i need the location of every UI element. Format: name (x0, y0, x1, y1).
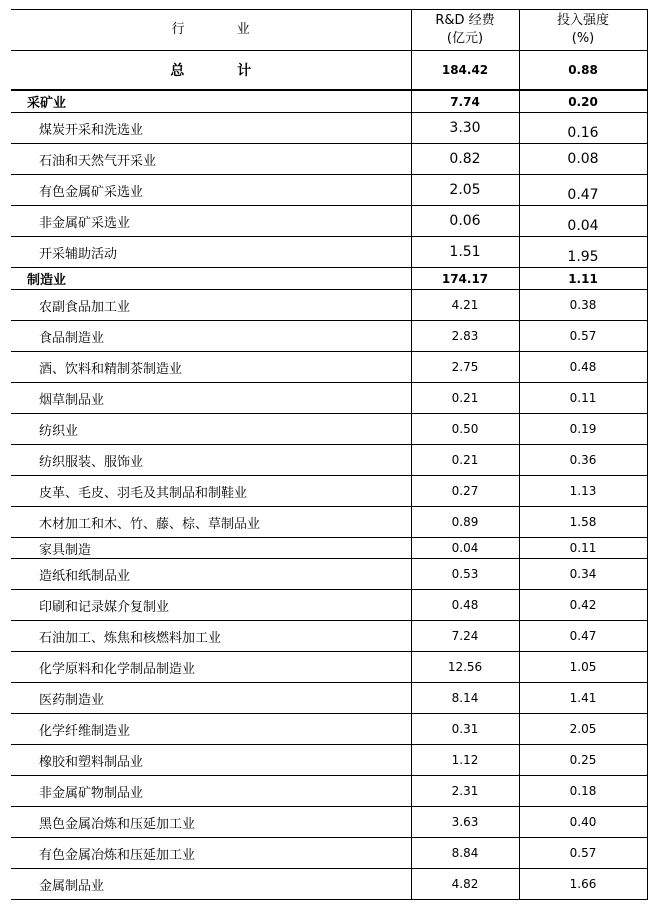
intensity-value: 0.34 (519, 559, 647, 590)
industry-name: 橡胶和塑料制品业 (11, 745, 411, 776)
table-row (11, 175, 647, 206)
intensity-value: 0.57 (519, 838, 647, 869)
section-row-manufacturing (11, 268, 647, 290)
rd-value: 0.04 (411, 538, 519, 559)
intensity-value: 1.58 (519, 507, 647, 538)
table-row (11, 321, 647, 352)
intensity-value: 0.04 (519, 206, 647, 237)
industry-name: 化学原料和化学制品制造业 (11, 652, 411, 683)
rd-value: 7.24 (411, 621, 519, 652)
rd-value: 0.06 (411, 206, 519, 237)
rd-value: 12.56 (411, 652, 519, 683)
total-row (11, 51, 647, 91)
rd-value: 2.75 (411, 352, 519, 383)
rd-value: 0.82 (411, 144, 519, 175)
industry-name: 纺织业 (11, 414, 411, 445)
rd-value: 0.21 (411, 383, 519, 414)
intensity-value: 0.48 (519, 352, 647, 383)
table-row (11, 807, 647, 838)
table-row (11, 144, 647, 175)
section-intensity: 1.11 (519, 268, 647, 290)
intensity-value: 0.18 (519, 776, 647, 807)
table-row (11, 538, 647, 559)
total-rd: 184.42 (411, 51, 519, 91)
rd-value: 3.30 (411, 113, 519, 144)
industry-name: 黑色金属冶炼和压延加工业 (11, 807, 411, 838)
section-intensity: 0.20 (519, 90, 647, 113)
table-row (11, 352, 647, 383)
industry-name: 农副食品加工业 (11, 290, 411, 321)
rd-value: 2.83 (411, 321, 519, 352)
table-row (11, 559, 647, 590)
rd-value: 0.48 (411, 590, 519, 621)
industry-name: 煤炭开采和洗选业 (11, 113, 411, 144)
intensity-value: 0.25 (519, 745, 647, 776)
table-row (11, 445, 647, 476)
table-row (11, 621, 647, 652)
intensity-value: 0.08 (519, 144, 647, 175)
industry-name: 烟草制品业 (11, 383, 411, 414)
table-row (11, 237, 647, 268)
header-rd: R&D 经费 (亿元) (411, 10, 519, 51)
industry-name: 石油和天然气开采业 (11, 144, 411, 175)
rd-value: 2.05 (411, 175, 519, 206)
table-row (11, 745, 647, 776)
industry-name: 有色金属冶炼和压延加工业 (11, 838, 411, 869)
rd-value: 2.31 (411, 776, 519, 807)
intensity-value: 1.05 (519, 652, 647, 683)
header-row (11, 10, 647, 51)
table-row (11, 414, 647, 445)
table-row (11, 113, 647, 144)
rd-value: 0.21 (411, 445, 519, 476)
section-row-mining (11, 90, 647, 113)
table-row (11, 507, 647, 538)
industry-name: 木材加工和木、竹、藤、棕、草制品业 (11, 507, 411, 538)
intensity-value: 0.11 (519, 538, 647, 559)
industry-name: 皮革、毛皮、羽毛及其制品和制鞋业 (11, 476, 411, 507)
table-row (11, 776, 647, 807)
rd-value: 0.50 (411, 414, 519, 445)
industry-name: 造纸和纸制品业 (11, 559, 411, 590)
rd-value: 8.14 (411, 683, 519, 714)
industry-name: 开采辅助活动 (11, 237, 411, 268)
table-row (11, 652, 647, 683)
industry-name: 石油加工、炼焦和核燃料加工业 (11, 621, 411, 652)
intensity-value: 0.16 (519, 113, 647, 144)
table-row (11, 714, 647, 745)
table-row (11, 476, 647, 507)
table-row (11, 683, 647, 714)
industry-name: 化学纤维制造业 (11, 714, 411, 745)
intensity-value: 2.05 (519, 714, 647, 745)
rd-value: 3.63 (411, 807, 519, 838)
intensity-value: 0.47 (519, 621, 647, 652)
section-rd: 7.74 (411, 90, 519, 113)
total-intensity: 0.88 (519, 51, 647, 91)
industry-name: 纺织服装、服饰业 (11, 445, 411, 476)
table-row (11, 383, 647, 414)
rd-value: 8.84 (411, 838, 519, 869)
intensity-value: 1.13 (519, 476, 647, 507)
intensity-value: 0.40 (519, 807, 647, 838)
rd-value: 0.89 (411, 507, 519, 538)
table-row (11, 590, 647, 621)
rd-value: 0.27 (411, 476, 519, 507)
industry-name: 家具制造 (11, 538, 411, 559)
intensity-value: 0.11 (519, 383, 647, 414)
intensity-value: 0.19 (519, 414, 647, 445)
table-row (11, 869, 647, 900)
intensity-value: 1.95 (519, 237, 647, 268)
industry-name: 酒、饮料和精制茶制造业 (11, 352, 411, 383)
section-rd: 174.17 (411, 268, 519, 290)
intensity-value: 0.57 (519, 321, 647, 352)
rd-value: 1.51 (411, 237, 519, 268)
rd-value: 4.82 (411, 869, 519, 900)
industry-name: 医药制造业 (11, 683, 411, 714)
intensity-value: 0.42 (519, 590, 647, 621)
rd-value: 4.21 (411, 290, 519, 321)
section-label: 制造业 (11, 268, 411, 290)
intensity-value: 0.47 (519, 175, 647, 206)
industry-name: 有色金属矿采选业 (11, 175, 411, 206)
industry-name: 食品制造业 (11, 321, 411, 352)
intensity-value: 1.41 (519, 683, 647, 714)
rd-value: 0.31 (411, 714, 519, 745)
intensity-value: 1.66 (519, 869, 647, 900)
industry-name: 非金属矿采选业 (11, 206, 411, 237)
industry-name: 印刷和记录媒介复制业 (11, 590, 411, 621)
table-row (11, 290, 647, 321)
table-row (11, 206, 647, 237)
section-label: 采矿业 (11, 90, 411, 113)
rd-table (11, 9, 648, 900)
intensity-value: 0.36 (519, 445, 647, 476)
intensity-value: 0.38 (519, 290, 647, 321)
rd-value: 1.12 (411, 745, 519, 776)
industry-name: 金属制品业 (11, 869, 411, 900)
total-label: 总 计 (11, 51, 411, 91)
rd-value: 0.53 (411, 559, 519, 590)
table-row (11, 838, 647, 869)
header-industry: 行 业 (11, 10, 411, 51)
header-intensity: 投入强度 (%) (519, 10, 647, 51)
industry-name: 非金属矿物制品业 (11, 776, 411, 807)
